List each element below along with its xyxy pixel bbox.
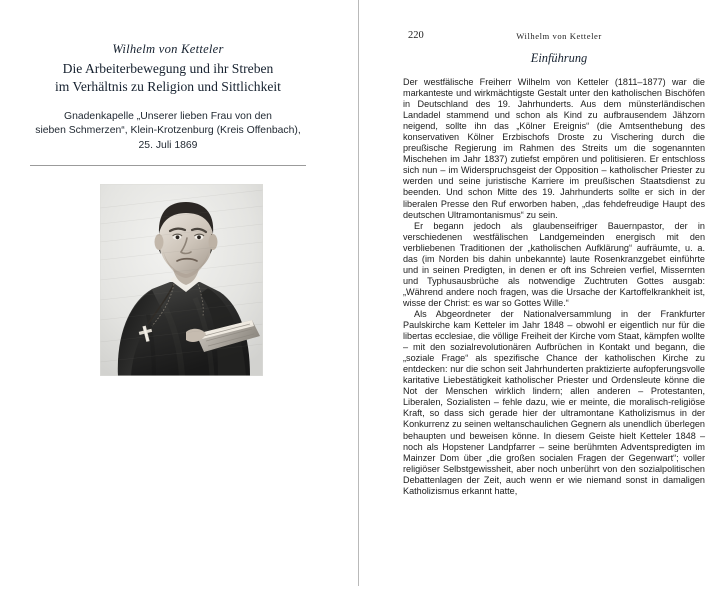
paragraph: Der westfälische Freiherr Wilhelm von Ketteler (1811–1877) war die markanteste und wirkmächtigste Gestalt unter den katholischen Bischöfen in Deutschland des 19. Jahrhunderts. Aus dem münsterländischen Landadel stammend und schon als Kind zu aufbrausendem Jähzorn neigend, sollte ihn das „Kölner Ereignis“ (die Amtsenthebung des konservativen Kölner Erzbischofs Droste zu Vischering durch die preußische Regierung im Rahmen des Streits um die sogenannten Mischehen im Jahr 1837) zutiefst empören und politisieren. Er entschloss sich nun – im Widerspruchsgeist der Opposition – katholischer Priester zu werden und seine juristische Karriere im preußischen Staatsdienst zu beenden. Und schon Mitte des 19. Jahrhunderts sollte er sich in der liberalen Presse den Ruf erworben haben, „das fehdefreudige Haupt des deutschen Ultramontanismus“ zu sein. (403, 77, 708, 220)
running-head-title: Wilhelm von Ketteler (516, 31, 602, 41)
venue-line-2: sieben Schmerzen“, Klein-Krotzenburg (Kreis Offenbach), (35, 125, 301, 137)
venue-block (28, 110, 308, 153)
author-name: Wilhelm von Ketteler (112, 42, 224, 56)
title-block (30, 42, 306, 95)
lecture-title-line-1: Die Arbeiterbewegung und ihr Streben (62, 61, 274, 76)
paragraph: Er begann jedoch als glaubenseifriger Bauernpastor, der in verschiedenen westfälischen Landgemeinden energisch mit den verbliebenen Traditionen der „katholischen Aufklärung“ aufräumte, u. a. das (im Norden bis dahin unbekannte) laute Rosenkranzgebet einführte und in seinen Predigten, in denen er oft ins Schreien verfiel, Missernten und Typhusausbrüche als notwendige Zuchtruten Gottes ausgab: „Während andere noch fragen, was die Ursache der Kartoffelkrankheit ist, wisse der Christ: es war so Gottes Wille.“ (403, 220, 708, 308)
portrait-image (100, 184, 263, 376)
left-page (0, 0, 358, 589)
venue-line-1: Gnadenkapelle „Unserer lieben Frau von den (64, 111, 272, 122)
page-number: 220 (408, 30, 424, 41)
running-head (408, 30, 710, 43)
lecture-title-line-2: im Verhältnis zu Religion und Sittlichkeit (55, 78, 281, 94)
section-heading: Einführung (530, 51, 588, 65)
horizontal-rule (30, 165, 306, 166)
venue-date: 25. Juli 1869 (138, 139, 198, 151)
paragraph: Als Abgeordneter der Nationalversammlung in der Frankfurter Paulskirche kam Ketteler im Jahr 1848 – obwohl er eigentlich nur für die libertas ecclesiae, die völlige Freiheit der Kirche vom Staat, kämpfen wollte – mit den sozialrevolutionären Aufbrüchen in Kontakt und begann, die „soziale Frage“ als spezifische Chance der katholischen Kirche zu entdecken: nur die schon seit Jahrhunderten praktizierte aufopferungsvolle karitative Liebestätigkeit katholischer Priester und Ordensleute könne die Not der Menschen wirklich lindern; allen anderen – Protestanten, Liberalen, Sozialisten – fehle dazu, wie er meinte, die moralisch-religiöse Kraft, so dass sich gerade hier der ultramontane Katholizismus in der Konkurrenz zu seinen weltanschaulichen Gegnern als unendlich überlegen behaupten und beweisen könne. In diesem Geiste hielt Ketteler 1848 – noch als Hopstener Landpfarrer – seine berühmten Adventspredigten im Mainzer Dom über „die großen socialen Fragen der Gegenwart“; voller religiöser Selbstgewissheit, aber noch unberührt von den sozialpolitischen Debattenlagen der Zeit, auch wenn er wie niemand sonst in damaligen Katholizismus erkannt hatte, (403, 308, 708, 496)
body-text-column (403, 77, 708, 497)
